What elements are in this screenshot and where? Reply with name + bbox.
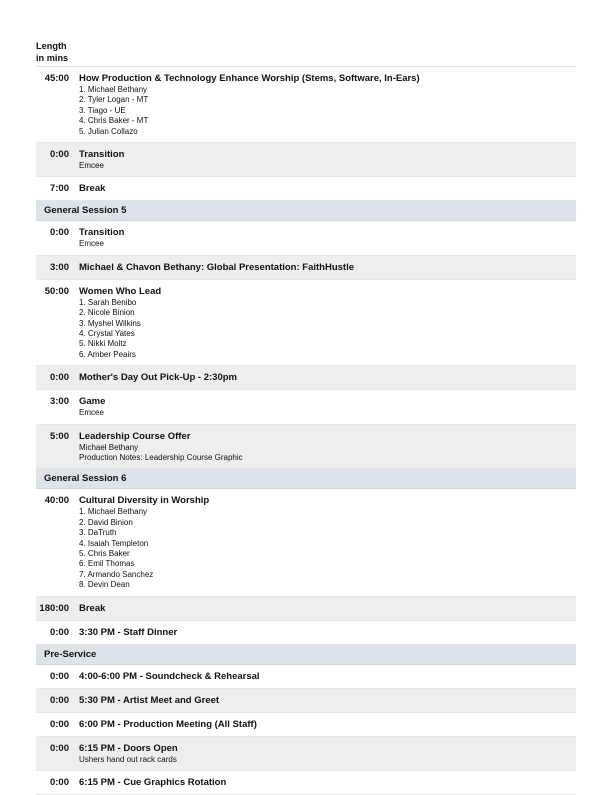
detail-line: 2. Tyler Logan - MT: [79, 95, 149, 105]
segment-title: 6:00 PM - Production Meeting (All Staff): [79, 718, 257, 730]
segment-details: [79, 161, 572, 171]
length-value: 3:00: [49, 261, 69, 273]
length-value: 7:00: [49, 183, 69, 195]
schedule-row: [36, 489, 576, 596]
schedule-row: [36, 689, 576, 713]
detail-line: 6. Emil Thomas: [79, 559, 135, 569]
segment-details: [79, 443, 572, 464]
section-header: General Session 5: [36, 201, 576, 221]
schedule-row: [36, 737, 576, 771]
detail-line: 1. Michael Bethany: [79, 507, 148, 517]
segment-details: [79, 507, 572, 590]
segment-title: 6:15 PM - Doors Open: [79, 742, 178, 754]
schedule-row: [36, 366, 576, 390]
detail-line: 8. Devin Dean: [79, 580, 130, 590]
length-value: 3:00: [49, 396, 69, 408]
schedule-row: [36, 665, 576, 689]
schedule-row: [36, 771, 576, 795]
segment-title: 6:15 PM - Cue Graphics Rotation: [79, 776, 227, 788]
length-value: 0:00: [49, 227, 69, 239]
detail-line: 2. David Binion: [79, 517, 133, 527]
length-header-line-2: in mins: [36, 53, 69, 63]
schedule-row: [36, 67, 576, 143]
schedule-row: [36, 390, 576, 424]
segment-title: Break: [79, 183, 106, 195]
length-value: 180:00: [39, 602, 69, 614]
section-header: Pre-Service: [36, 645, 576, 665]
detail-line: 5. Nikki Moltz: [79, 339, 127, 349]
segment-title: Leadership Course Offer: [79, 430, 191, 442]
segment-title: How Production & Technology Enhance Worship (Stems, Software, In-Ears): [79, 73, 420, 84]
length-value: 0:00: [49, 626, 69, 638]
detail-line: 1. Michael Bethany: [79, 85, 148, 94]
detail-line: 7. Armando Sanchez: [79, 569, 154, 579]
length-value: 0:00: [49, 372, 69, 384]
length-value: 0:00: [49, 694, 69, 706]
length-header-line-1: Length: [36, 41, 67, 51]
length-value: 5:00: [49, 430, 69, 442]
segment-title: Transition: [79, 227, 125, 239]
detail-line: 4. Isaiah Templeton: [79, 538, 149, 548]
segment-details: [79, 298, 572, 360]
segment-details: [79, 85, 572, 137]
length-value: 40:00: [44, 495, 69, 507]
length-column-header: [36, 40, 576, 64]
segment-title: Mother's Day Out Pick-Up - 2:30pm: [79, 372, 237, 384]
detail-line: 4. Crystal Yates: [79, 329, 135, 338]
detail-line: Ushers hand out rack cards: [79, 754, 177, 764]
segment-title: 3:30 PM - Staff Dinner: [79, 626, 178, 638]
schedule-list: [36, 67, 576, 795]
segment-title: Cultural Diversity in Worship: [79, 495, 210, 507]
detail-line: 5. Julian Collazo: [79, 126, 138, 136]
schedule-row: [36, 280, 576, 366]
detail-line: 2. Nicole Binion: [79, 308, 135, 318]
schedule-row: [36, 221, 576, 255]
detail-line: 5. Chris Baker: [79, 548, 130, 558]
segment-title: Women Who Lead: [79, 285, 162, 297]
schedule-row: [36, 597, 576, 621]
detail-line: Emcee: [79, 161, 104, 170]
segment-title: 4:00-6:00 PM - Soundcheck & Rehearsal: [79, 670, 260, 682]
length-value: 0:00: [49, 742, 69, 754]
segment-title: Transition: [79, 149, 125, 160]
length-value: 0:00: [49, 670, 69, 682]
detail-line: 3. DaTruth: [79, 528, 117, 538]
detail-line: Emcee: [79, 408, 104, 418]
detail-line: 4. Chris Baker - MT: [79, 116, 149, 126]
schedule-row: [36, 713, 576, 737]
schedule-row: [36, 621, 576, 645]
segment-details: [79, 239, 572, 249]
length-value: 0:00: [49, 149, 69, 160]
segment-details: [79, 408, 572, 418]
segment-title: Game: [79, 396, 106, 408]
detail-line: 6. Amber Peairs: [79, 349, 136, 359]
length-value: 45:00: [44, 73, 69, 84]
schedule-row: [36, 177, 576, 201]
length-value: 0:00: [49, 776, 69, 788]
detail-line: Production Notes: Leadership Course Graphic: [79, 452, 243, 462]
segment-title: Michael & Chavon Bethany: Global Presentation: FaithHustle: [79, 261, 355, 273]
segment-title: Break: [79, 602, 106, 614]
detail-line: Emcee: [79, 239, 104, 249]
length-value: 50:00: [44, 285, 69, 297]
schedule-row: [36, 256, 576, 280]
length-value: 0:00: [49, 718, 69, 730]
segment-details: [79, 755, 572, 765]
detail-line: 3. Myshel Wilkins: [79, 318, 141, 328]
schedule-row: [36, 425, 576, 470]
section-header: General Session 6: [36, 469, 576, 489]
segment-title: 5:30 PM - Artist Meet and Greet: [79, 694, 220, 706]
detail-line: 3. Tiago - UE: [79, 105, 126, 115]
detail-line: 1. Sarah Benibo: [79, 297, 137, 307]
detail-line: Michael Bethany: [79, 442, 139, 452]
schedule-row: [36, 143, 576, 177]
